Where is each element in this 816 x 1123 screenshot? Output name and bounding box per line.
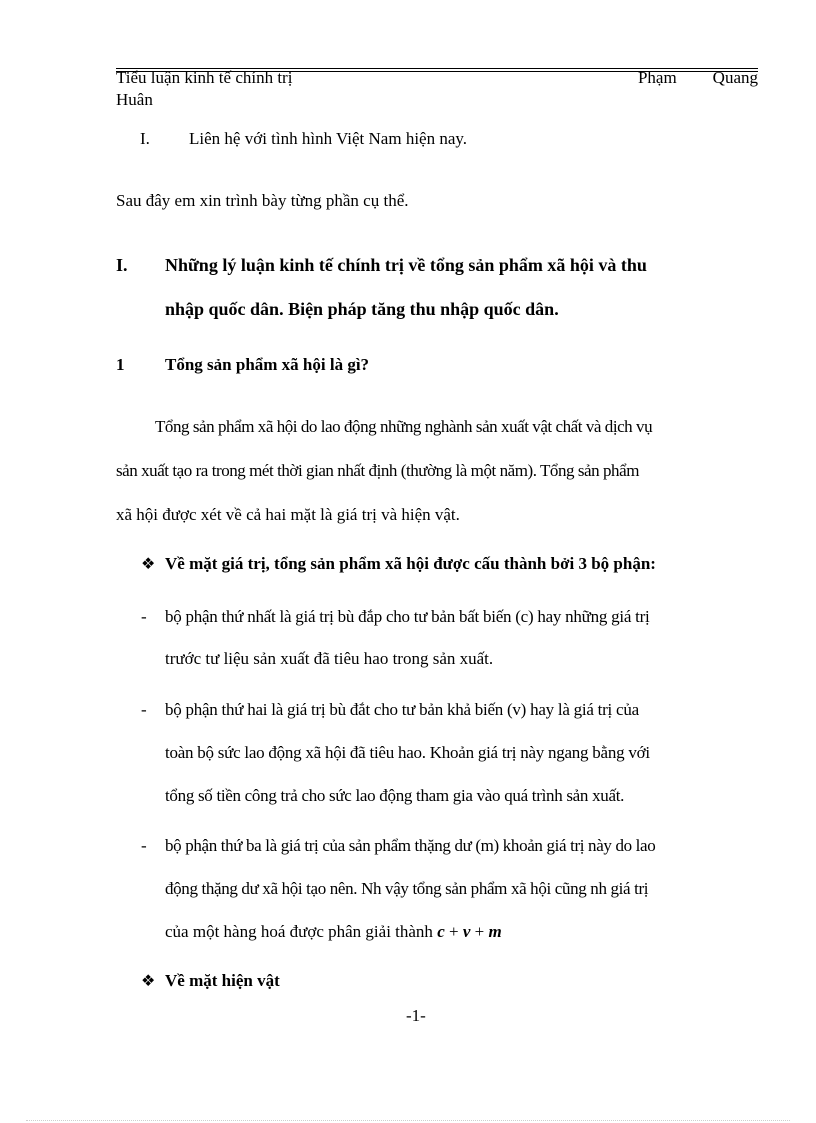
section-title-line2: nhập quốc dân. Biện pháp tăng thu nhập quốc dân. bbox=[165, 299, 559, 319]
list-item-line: trước tư liệu sản xuất đã tiêu hao trong sản xuất. bbox=[165, 649, 494, 668]
header-author bbox=[638, 66, 758, 90]
paragraph-line: Tổng sản phẩm xã hội do lao động những nghành sản xuất vật chất và dịch vụ bbox=[155, 417, 653, 436]
section-title-line1: Những lý luận kinh tế chính trị về tổng sản phẩm xã hội và thu bbox=[165, 255, 647, 275]
formula-plus: + bbox=[470, 922, 489, 941]
paragraph-line: sản xuất tạo ra trong mét thời gian nhất định (thường là một năm). Tổng sản phẩm bbox=[116, 461, 639, 480]
list-dash: - bbox=[141, 607, 147, 626]
header-author-middle: Quang bbox=[712, 68, 758, 87]
intro-text: Sau đây em xin trình bày từng phần cụ thể. bbox=[116, 191, 409, 210]
diamond-bullet-icon: ❖ bbox=[141, 971, 156, 990]
list-dash: - bbox=[141, 836, 147, 855]
list-item-line: tổng số tiền công trả cho sức lao động tham gia vào quá trình sản xuất. bbox=[165, 786, 625, 805]
header-title: Tiểu luận kinh tế chính trị bbox=[116, 68, 293, 87]
formula-v: v bbox=[462, 922, 471, 941]
header-author-last: Huân bbox=[116, 90, 153, 109]
formula-m: m bbox=[488, 922, 502, 941]
diamond-bullet-icon: ❖ bbox=[141, 554, 156, 573]
page-number: -1- bbox=[406, 1006, 426, 1025]
formula-c: c bbox=[437, 922, 445, 941]
list-dash: - bbox=[141, 700, 147, 719]
outline-number: I. bbox=[140, 129, 150, 148]
list-item-line: bộ phận thứ ba là giá trị của sản phẩm thặng dư (m) khoản giá trị này do lao bbox=[165, 836, 656, 855]
list-item-line bbox=[165, 920, 502, 944]
page-header bbox=[116, 66, 758, 90]
header-author-first: Phạm bbox=[637, 68, 677, 87]
outline-text: Liên hệ với tình hình Việt Nam hiện nay. bbox=[189, 129, 468, 148]
subsection-number: 1 bbox=[116, 355, 125, 374]
list-item-line: toàn bộ sức lao động xã hội đã tiêu hao. Khoản giá trị này ngang bằng với bbox=[165, 743, 650, 762]
list-item-line: động thặng dư xã hội tạo nên. Nh vậy tổng sản phẩm xã hội cũng nh giá trị bbox=[165, 879, 649, 898]
formula-plus: + bbox=[444, 922, 463, 941]
paragraph-line: xã hội được xét về cả hai mặt là giá trị và hiện vật. bbox=[116, 505, 460, 524]
section-number: I. bbox=[116, 255, 128, 275]
list-item-line: bộ phận thứ nhất là giá trị bù đắp cho tư bản bất biến (c) hay những giá trị bbox=[165, 607, 650, 626]
list-item-line: bộ phận thứ hai là giá trị bù đắt cho tư bản khả biến (v) hay là giá trị của bbox=[165, 700, 639, 719]
list-item-text: của một hàng hoá được phân giải thành bbox=[165, 922, 438, 941]
subsection-title: Tổng sản phẩm xã hội là gì? bbox=[165, 355, 370, 374]
page-bottom-border bbox=[26, 1120, 790, 1121]
physical-heading: Về mặt hiện vật bbox=[165, 971, 280, 990]
value-heading: Về mặt giá trị, tổng sản phẩm xã hội được cấu thành bởi 3 bộ phận: bbox=[165, 554, 656, 573]
